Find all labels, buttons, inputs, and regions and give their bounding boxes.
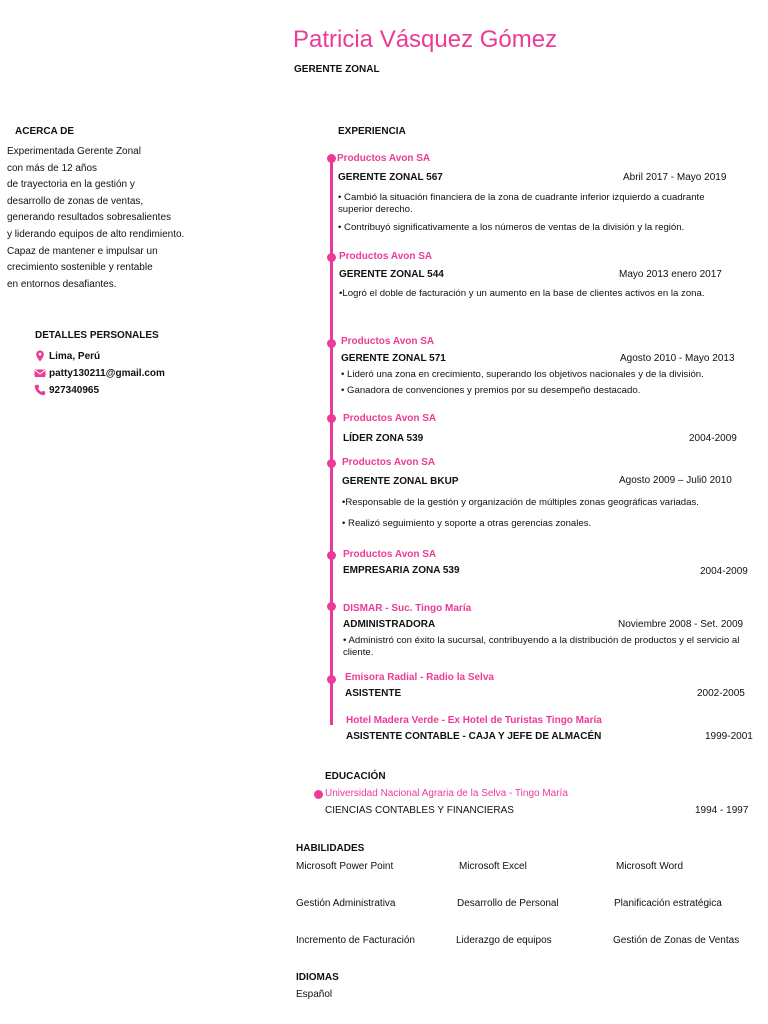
timeline-dot [327,602,336,611]
experience-bullet: • Cambió la situación financiera de la zona de cuadrante inferior izquierdo a cuadrante superior derecho. [338,192,705,215]
email-icon [34,367,46,379]
experience-company: Hotel Madera Verde - Ex Hotel de Turistas Tingo María [346,715,602,726]
experience-dates: 2002-2005 [697,688,745,699]
timeline-dot [327,459,336,468]
candidate-title: GERENTE ZONAL [294,64,380,75]
candidate-name: Patricia Vásquez Gómez [293,26,558,53]
experience-company: Productos Avon SA [339,251,433,262]
experience-dates: 2004-2009 [700,566,748,577]
skill-item: Gestión de Zonas de Ventas [613,935,740,946]
experience-position: GERENTE ZONAL BKUP [342,476,459,487]
experience-dates: Mayo 2013 enero 2017 [619,269,722,280]
experience-company: Productos Avon SA [341,336,435,347]
experience-bullet: • Administró con éxito la sucursal, contribuyendo a la distribución de productos y el servicio al cliente. [343,635,740,658]
skill-item: Liderazgo de equipos [456,935,552,946]
timeline-dot [314,790,323,799]
skill-item: Planificación estratégica [614,898,722,909]
skill-item: Microsoft Word [616,861,684,872]
skill-item: Microsoft Excel [459,861,527,872]
experience-dates: Agosto 2009 – Juli0 2010 [619,475,732,486]
education-dates: 1994 - 1997 [695,805,749,816]
education-degree: CIENCIAS CONTABLES Y FINANCIERAS [325,805,514,816]
experience-position: GERENTE ZONAL 567 [338,172,443,183]
experience-position: LÍDER ZONA 539 [343,433,424,444]
timeline-line [330,157,333,725]
education-school: Universidad Nacional Agraria de la Selva - Tingo María [325,788,568,799]
experience-dates: 1999-2001 [705,731,753,742]
timeline-dot [327,551,336,560]
languages-heading: IDIOMAS [296,972,339,983]
experience-bullet: • Contribuyó significativamente a los números de ventas de la división y la región. [338,222,685,233]
experience-position: GERENTE ZONAL 544 [339,269,444,280]
phone-icon [34,384,46,396]
timeline-dot [327,675,336,684]
skill-item: Desarrollo de Personal [457,898,559,909]
experience-position: ASISTENTE CONTABLE - CAJA Y JEFE DE ALMACÉN [346,731,602,742]
about-text: Experimentada Gerente Zonal con más de 12 años de trayectoria en la gestión y desarrollo de zonas de ventas, generando resultados sobresalientes y liderando equipos de alto rendimiento. Capaz de mantener e impulsar un crecimiento sostenible y rentable en entornos desafiantes. [7,146,185,290]
timeline-dot [327,253,336,262]
experience-position: ADMINISTRADORA [343,619,436,630]
about-heading: ACERCA DE [15,126,75,137]
experience-position: EMPRESARIA ZONA 539 [343,565,460,576]
skill-item: Gestión Administrativa [296,898,396,909]
experience-bullet: •Responsable de la gestión y organización de múltiples zonas geográficas variadas. [342,497,699,508]
experience-dates: Agosto 2010 - Mayo 2013 [620,353,735,364]
contact-email[interactable]: patty130211@gmail.com [34,367,165,379]
skills-heading: HABILIDADES [296,843,365,854]
language-item: Español [296,989,333,1000]
experience-dates: Noviembre 2008 - Set. 2009 [618,619,744,630]
experience-bullet: • Realizó seguimiento y soporte a otras gerencias zonales. [342,518,592,529]
personal-details-heading: DETALLES PERSONALES [35,330,159,341]
experience-company: Productos Avon SA [343,549,437,560]
experience-company: DISMAR - Suc. Tingo María [343,603,472,614]
experience-company: Productos Avon SA [343,413,437,424]
experience-company: Emisora Radial - Radio la Selva [345,672,494,683]
skill-item: Incremento de Facturación [296,935,415,946]
experience-company: Productos Avon SA [337,153,431,164]
experience-bullet: • Lideró una zona en crecimiento, superando los objetivos nacionales y de la división. [341,369,704,380]
experience-position: ASISTENTE [345,688,402,699]
timeline-dot [327,154,336,163]
contact-phone[interactable]: 927340965 [34,384,99,396]
experience-company: Productos Avon SA [342,457,436,468]
experience-dates: 2004-2009 [689,433,737,444]
experience-bullet: •Logró el doble de facturación y un aumento en la base de clientes activos en la zona. [339,288,705,299]
experience-heading: EXPERIENCIA [338,126,406,137]
experience-bullet: • Ganadora de convenciones y premios por su desempeño destacado. [341,385,641,396]
education-heading: EDUCACIÓN [325,771,386,782]
timeline-dot [327,414,336,423]
timeline-dot [327,339,336,348]
experience-dates: Abril 2017 - Mayo 2019 [623,172,727,183]
contact-location: Lima, Perú [34,350,100,362]
experience-position: GERENTE ZONAL 571 [341,353,446,364]
location-pin-icon [34,350,46,362]
skill-item: Microsoft Power Point [296,861,394,872]
